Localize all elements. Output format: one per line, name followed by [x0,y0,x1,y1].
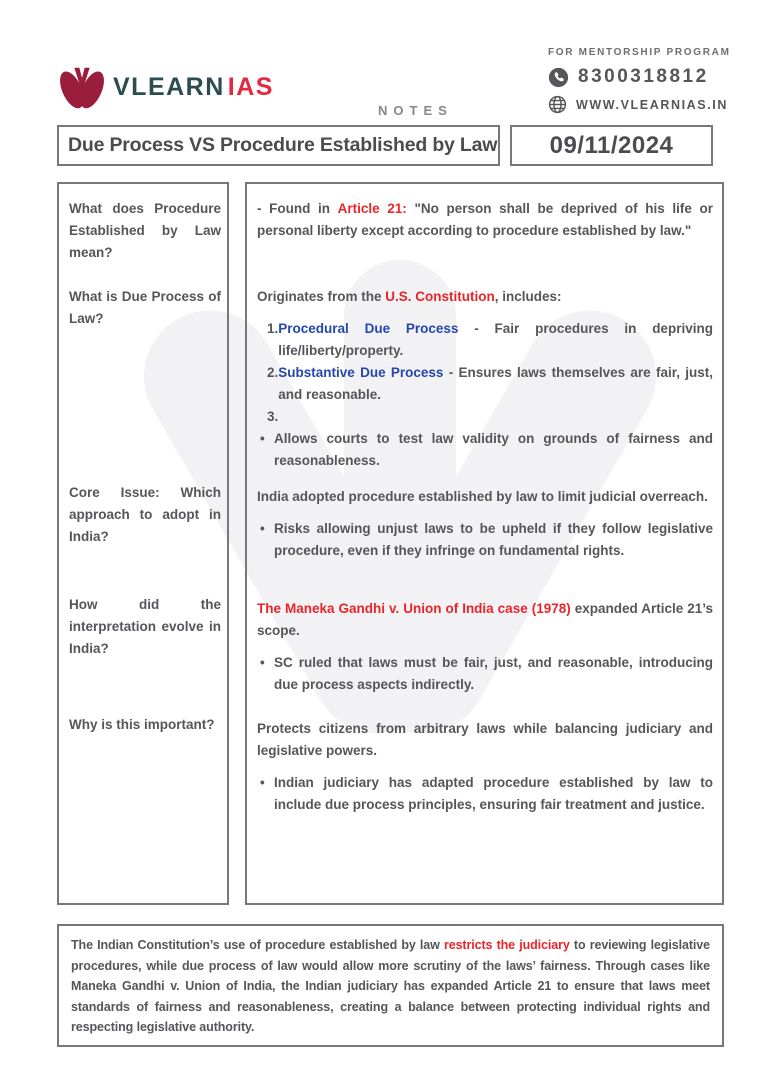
brand-wordmark [113,73,274,102]
doc-title-box [57,125,500,166]
whatsapp-icon [548,67,569,88]
numbered-list-item [267,318,713,362]
bullet-item-text [274,772,713,816]
summary-text [71,935,710,1038]
highlight-blue-text: Substantive Due Process [278,365,444,380]
answer-bullets [257,772,713,816]
answer-bullets [257,518,713,562]
bullet-item-text [274,652,713,696]
mentorship-label: FOR MENTORSHIP PROGRAM [548,47,731,58]
question-cell: Core Issue: Which approach to adopt in India? [69,485,221,544]
notes-label: NOTES [378,103,453,118]
highlight-red-text: restricts the judiciary [443,938,570,952]
body-text: - Ensures laws themselves are fair, just, and reasonable. [278,365,714,402]
bullet-list-item [260,518,713,562]
question-cell: How did the interpretation evolve in India? [69,597,221,656]
bullet-list-item [260,772,713,816]
answer-bullets [257,652,713,696]
body-text: - Fair procedures in depriving life/liberty/property. [278,321,713,358]
answer-numlist [257,318,713,428]
bullet-marker: • [260,655,265,670]
answer-cell [247,704,722,816]
answer-para [257,718,713,762]
body-text: Risks allowing unjust laws to be upheld if they follow legislative procedure, even if they infringe on fundamental rights. [274,521,713,558]
body-text: , includes: [494,289,562,304]
bullet-item-text [274,428,713,472]
body-text: Protects citizens from arbitrary laws while balancing judiciary and legislative powers. [257,721,713,758]
body-text: SC ruled that laws must be fair, just, and reasonable, introducing due process aspects indirectly. [274,655,713,692]
body-text: The Indian Constitution’s use of procedure established by law [71,938,444,952]
body-text: "No person shall be deprived of his life or personal liberty except according to procedure established by law." [257,201,713,238]
doc-title: Due Process VS Procedure Established by Law [68,134,498,156]
highlight-red-text: Article 21: [337,201,407,216]
summary-box [57,924,724,1047]
brand-logo [58,62,274,112]
list-number: 3. [267,409,279,424]
body-text: Allows courts to test law validity on grounds of fairness and reasonableness. [274,431,713,468]
answer-para [257,598,713,642]
highlight-red-text: The Maneka Gandhi v. Union of India case (1978) [257,601,571,616]
doc-date: 09/11/2024 [549,131,674,159]
bullet-marker: • [260,431,265,446]
doc-date-box [510,125,713,166]
brand-mark-icon [58,62,106,112]
bullet-list-item [260,652,713,696]
answer-cell [247,472,722,584]
body-text: India adopted procedure established by law to limit judicial overreach. [257,489,708,504]
answer-cell [247,584,722,704]
question-column [57,182,229,905]
list-item-text [278,362,713,406]
website-url: WWW.VLEARNIAS.IN [576,97,728,112]
question-cell: Why is this important? [69,717,215,732]
answer-cell [247,184,722,272]
list-number: 2. [267,365,279,380]
answer-bullets [257,428,713,472]
body-text: Originates from the [257,289,386,304]
phone-row [548,66,724,88]
brand-name-secondary: IAS [227,72,274,101]
list-number: 1. [267,321,279,336]
body-text: - Found in [257,201,338,216]
numbered-list-item [267,362,713,406]
highlight-red-text: U.S. Constitution [385,289,495,304]
list-item-text [278,406,713,428]
answer-column [245,182,724,905]
bullet-marker: • [260,521,265,536]
contact-block [548,47,731,121]
bullet-marker: • [260,775,265,790]
answer-para [257,486,713,508]
website-row [548,95,728,114]
globe-icon [548,95,567,114]
answer-cell [247,272,722,472]
brand-name-primary: VLEARN [113,72,225,101]
list-item-text [278,318,713,362]
bullet-item-text [274,518,713,562]
question-cell: What does Procedure Established by Law mean? [69,201,221,260]
bullet-list-item [260,428,713,472]
numbered-list-item [267,406,713,428]
body-text: to reviewing legislative procedures, while due process of law would allow more scrutiny of the laws’ fairness. Through cases like Maneka Gandhi v. Union of India, the Indian judiciary has expanded Article 21 to ensure that laws meet standards of fairness and reasonableness, creating a balance between protecting individual rights and respecting legislative authority. [71,938,711,1034]
phone-number: 8300318812 [578,66,709,87]
answer-para [257,198,713,242]
question-cell: What is Due Process of Law? [69,289,221,326]
body-text: expanded Article 21’s scope. [257,601,714,638]
body-text: Indian judiciary has adapted procedure established by law to include due process principles, ensuring fair treatment and justice. [274,775,713,812]
highlight-blue-text: Procedural Due Process [278,321,459,336]
answer-para [257,286,713,308]
